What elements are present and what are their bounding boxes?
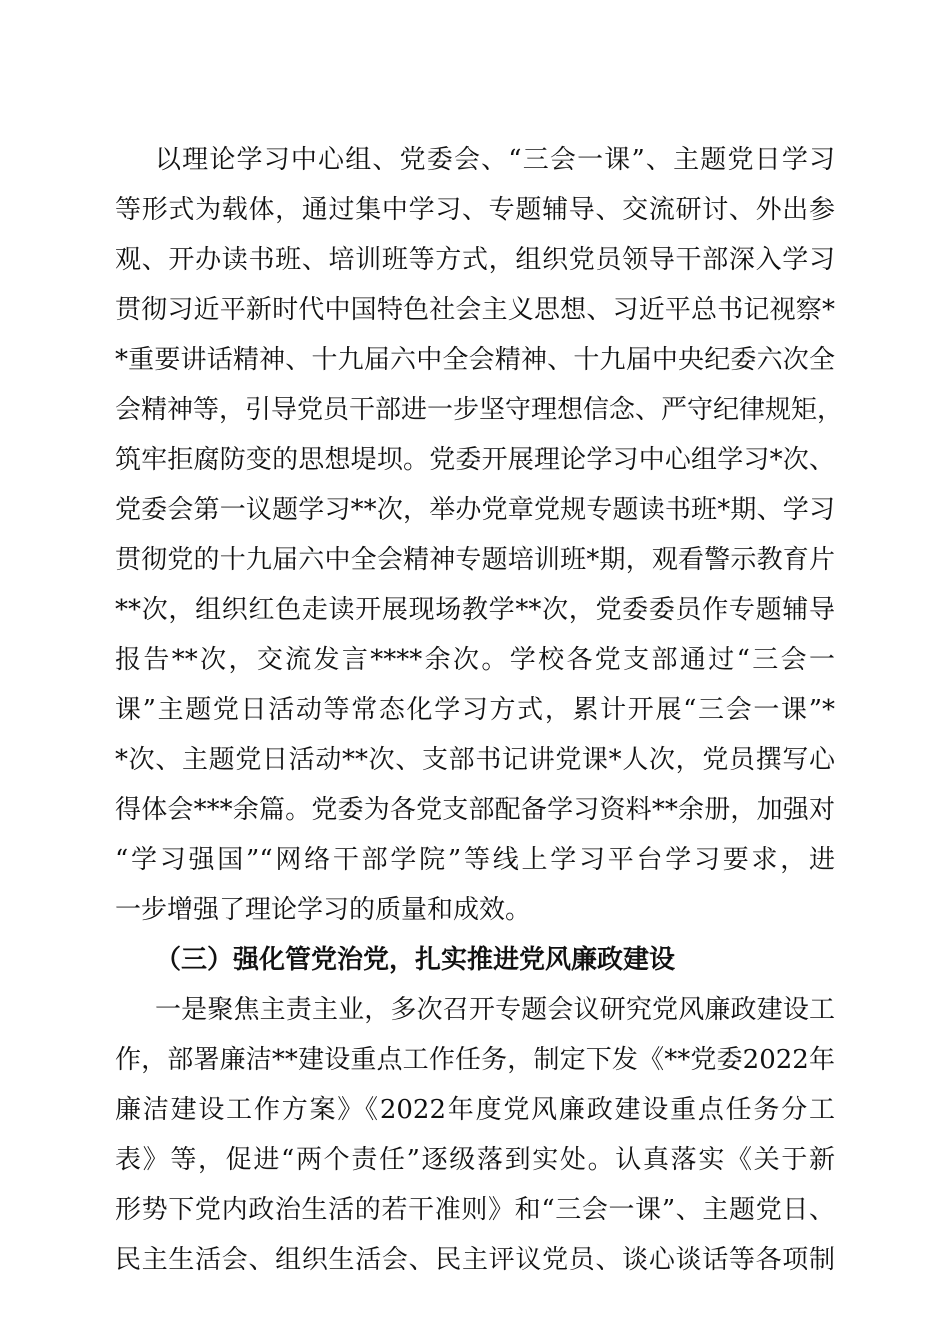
paragraph-line: 作，部署廉洁**建设重点工作任务，制定下发《**党委2022年 <box>115 1045 835 1075</box>
paragraph-line: 等形式为载体，通过集中学习、专题辅导、交流研讨、外出参 <box>115 195 835 225</box>
paragraph-line: 贯彻党的十九届六中全会精神专题培训班*期，观看警示教育片 <box>115 545 835 575</box>
paragraph-line: 课”主题党日活动等常态化学习方式，累计开展“三会一课”* <box>115 695 835 725</box>
paragraph-line: “学习强国”“网络干部学院”等线上学习平台学习要求，进 <box>115 845 835 875</box>
paragraph-line: *重要讲话精神、十九届六中全会精神、十九届中央纪委六次全 <box>115 345 835 375</box>
paragraph-line: **次，组织红色走读开展现场教学**次，党委委员作专题辅导 <box>115 595 835 625</box>
paragraph-line: 筑牢拒腐防变的思想堤坝。党委开展理论学习中心组学习*次、 <box>115 445 835 475</box>
paragraph-line: 观、开办读书班、培训班等方式，组织党员领导干部深入学习 <box>115 245 835 275</box>
paragraph-line: 一步增强了理论学习的质量和成效。 <box>115 895 532 925</box>
paragraph-line: 会精神等，引导党员干部进一步坚守理想信念、严守纪律规矩， <box>115 395 844 425</box>
paragraph-line: 党委会第一议题学习**次，举办党章党规专题读书班*期、学习 <box>115 495 835 525</box>
paragraph-line: 表》等，促进“两个责任”逐级落到实处。认真落实《关于新 <box>115 1145 835 1175</box>
paragraph-line: 得体会***余篇。党委为各党支部配备学习资料**余册，加强对 <box>115 795 835 825</box>
paragraph-line: 廉洁建设工作方案》《2022年度党风廉政建设重点任务分工 <box>115 1095 835 1125</box>
paragraph-line: 民主生活会、组织生活会、民主评议党员、谈心谈话等各项制 <box>115 1245 835 1275</box>
paragraph-line: 以理论学习中心组、党委会、“三会一课”、主题党日学习 <box>155 145 835 175</box>
section-heading: （三）强化管党治党，扎实推进党风廉政建设 <box>155 945 676 975</box>
paragraph-line: *次、主题党日活动**次、支部书记讲党课*人次，党员撰写心 <box>115 745 835 775</box>
paragraph-line: 贯彻习近平新时代中国特色社会主义思想、习近平总书记视察* <box>115 295 835 325</box>
paragraph-line: 形势下党内政治生活的若干准则》和“三会一课”、主题党日、 <box>115 1195 835 1225</box>
paragraph-line: 一是聚焦主责主业，多次召开专题会议研究党风廉政建设工 <box>155 995 835 1025</box>
paragraph-line: 报告**次，交流发言****余次。学校各党支部通过“三会一 <box>115 645 835 675</box>
